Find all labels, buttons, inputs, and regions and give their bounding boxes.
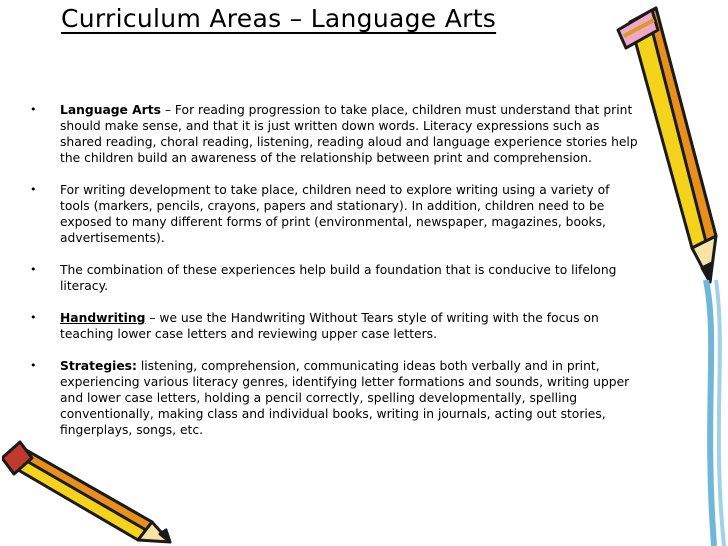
bullet-text: – we use the Handwriting Without Tears style of writing with the focus on teaching lower case letters and reviewing upper case letters. (60, 311, 599, 341)
slide-title: Curriculum Areas – Language Arts (61, 4, 497, 33)
bullet-marker: • (30, 103, 37, 116)
bullet-text: listening, comprehension, communicating ideas both verbally and in print, experiencing various literacy genres, identifying letter formations and sounds, writing upper and lower case letters, holding a pencil correctly, spelling developmentally, spelling conventionally, making class and individual books, writing in journals, acting out stories, fingerplays, songs, etc. (60, 359, 630, 437)
bullet-text: The combination of these experiences help build a foundation that is conducive to lifelong literacy. (60, 263, 617, 293)
bullet-lead: Language Arts (60, 103, 161, 117)
bullet-text: – For reading progression to take place, children must understand that print should make sense, and that it is just written down words. Literacy expressions such as shared reading, choral reading, listening, reading aloud and language experience stories help the children build an awareness of the relationship between print and comprehension. (60, 103, 638, 165)
bullet-item (30, 102, 640, 166)
bullet-item (30, 310, 640, 342)
decorative-stripes (700, 280, 728, 546)
bullet-item (30, 358, 640, 438)
bullet-lead: Handwriting (60, 311, 146, 325)
bullet-marker: • (30, 311, 37, 324)
bullet-text: For writing development to take place, children need to explore writing using a variety of tools (markers, pencils, crayons, papers and stationary). In addition, children need to be exposed to many different forms of print (environmental, newspaper, magazines, books, advertisements). (60, 183, 610, 245)
bullet-item (30, 182, 640, 246)
bullet-list (30, 102, 640, 454)
bullet-marker: • (30, 183, 37, 196)
bullet-lead: Strategies: (60, 359, 137, 373)
bullet-item (30, 262, 640, 294)
bullet-marker: • (30, 263, 37, 276)
bullet-marker: • (30, 359, 37, 372)
